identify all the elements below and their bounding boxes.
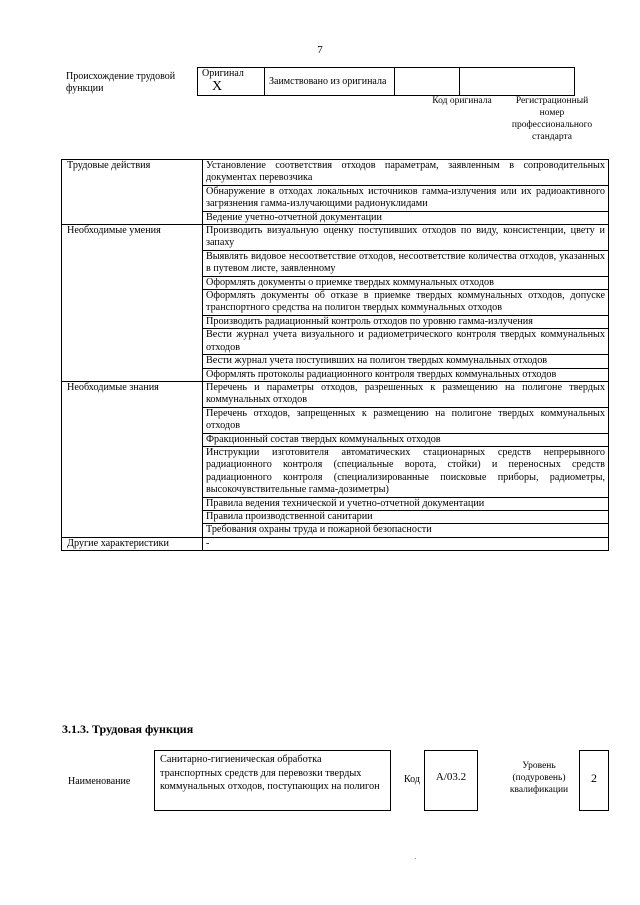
original-cell — [198, 68, 265, 96]
code-caption: Код оригинала — [432, 96, 492, 106]
row-header: Другие характеристики — [62, 537, 203, 550]
reg-caption: Регистрационный номер профессионального стандарта — [511, 96, 593, 142]
row-item: Оформлять протоколы радиационного контроля твердых коммунальных отходов — [203, 368, 609, 381]
row-item: Производить визуальную оценку поступивших отходов по виду, консистенции, цвету и запаху — [203, 225, 609, 251]
table-row — [62, 537, 609, 550]
row-item: Оформлять документы о приемке твердых коммунальных отходов — [203, 276, 609, 289]
table-row — [62, 225, 609, 251]
table-row — [62, 160, 609, 186]
code-label: Код — [404, 774, 420, 785]
row-header: Необходимые знания — [62, 381, 203, 537]
row-item: Перечень и параметры отходов, разрешенных к размещению на полигоне твердых коммунальных отходов — [203, 381, 609, 407]
page-number: 7 — [317, 44, 323, 56]
name-label: Наименование — [68, 776, 131, 787]
row-item: Фракционный состав твердых коммунальных отходов — [203, 433, 609, 446]
original-mark: X — [212, 79, 223, 94]
scan-dot — [415, 858, 416, 859]
borrowed-label: Заимствовано из оригинала — [265, 68, 395, 96]
function-code-box: А/03.2 — [424, 750, 478, 811]
row-header: Необходимые умения — [62, 225, 203, 382]
origin-table — [197, 67, 575, 96]
level-box: 2 — [579, 750, 609, 811]
row-item: Правила производственной санитарии — [203, 510, 609, 523]
labor-function-table — [61, 159, 609, 551]
reg-number-cell — [460, 68, 575, 96]
row-item: Установление соответствия отходов параметрам, заявленным в сопроводительных документах перевозчика — [203, 160, 609, 186]
row-item: Ведение учетно-отчетной документации — [203, 211, 609, 224]
level-label: Уровень (подуровень) квалификации — [509, 761, 569, 795]
row-item: Правила ведения технической и учетно-отчетной документации — [203, 497, 609, 510]
row-item: Выявлять видовое несоответствие отходов, несоответствие количества отходов, указанных в путевом листе, заявленному — [203, 250, 609, 276]
original-code-cell — [395, 68, 460, 96]
row-item: Перечень отходов, запрещенных к размещению на полигоне твердых коммунальных отходов — [203, 407, 609, 433]
row-item: Обнаружение в отходах локальных источников гамма-излучения или их радиоактивного загрязнения гамма-излучающими радионуклидами — [203, 185, 609, 211]
original-label: Оригинал — [202, 68, 244, 79]
row-item: Инструкции изготовителя автоматических стационарных средств непрерывного радиационного контроля (специальные ворота, стойки) и переносных средств радиационного контроля (специализированные поисковые приборы, радиометры, высокочувствительные гамма-дозиметры) — [203, 446, 609, 497]
origin-label: Происхождение трудовой функции — [66, 71, 176, 94]
function-name-box: Санитарно-гигиеническая обработка транспортных средств для перевозки твердых коммунальных отходов, поступающих на полигон — [154, 750, 391, 811]
row-item: - — [203, 537, 609, 550]
row-item: Производить радиационный контроль отходов по уровню гамма-излучения — [203, 315, 609, 328]
table-row — [62, 381, 609, 407]
row-item: Вести журнал учета поступивших на полигон твердых коммунальных отходов — [203, 355, 609, 368]
section-title: 3.1.3. Трудовая функция — [62, 722, 194, 736]
row-header: Трудовые действия — [62, 160, 203, 225]
row-item: Вести журнал учета визуального и радиометрического контроля твердых коммунальных отходов — [203, 329, 609, 355]
row-item: Требования охраны труда и пожарной безопасности — [203, 524, 609, 537]
row-item: Оформлять документы об отказе в приемке твердых коммунальных отходов, допуске транспортного средства на полигон твердых коммунальных отходов — [203, 290, 609, 316]
